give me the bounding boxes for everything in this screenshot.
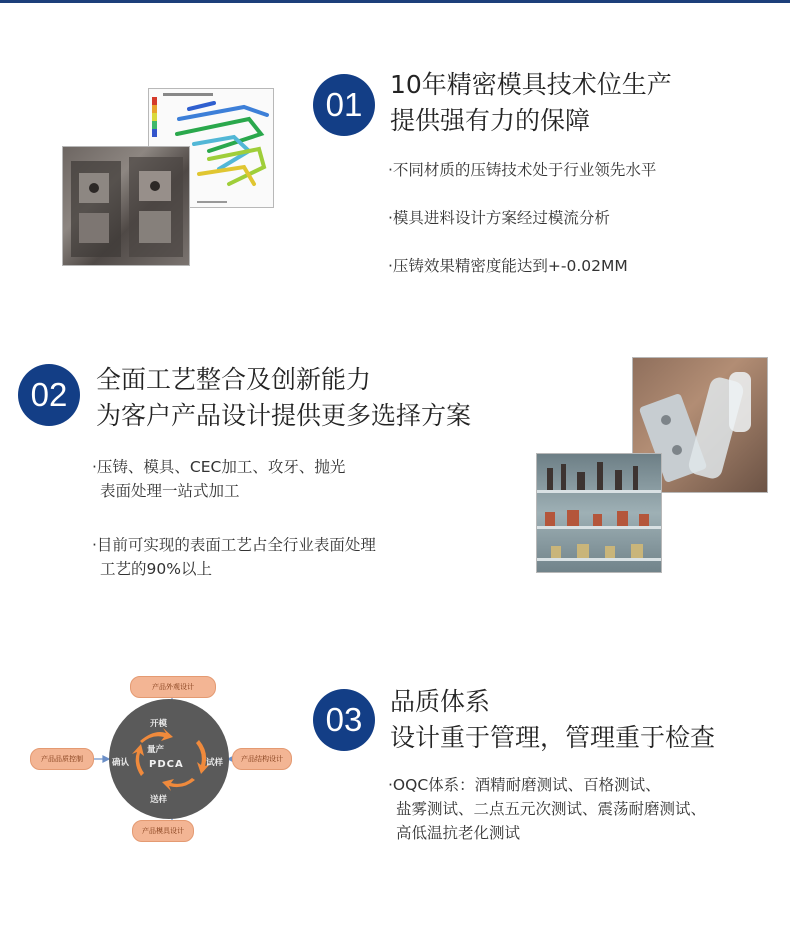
bullet-line: 高低温抗老化测试: [396, 824, 521, 842]
section-number-badge: 01: [313, 74, 375, 136]
pdca-stage-label: 送样: [150, 795, 168, 805]
title-line: 为客户产品设计提供更多选择方案: [96, 401, 472, 430]
process-pill: 产品模具设计: [132, 820, 194, 842]
feature-bullet: [388, 158, 656, 182]
title-line: 品质体系: [390, 687, 491, 716]
bullet-line: ·不同材质的压铸技术处于行业领先水平: [388, 161, 657, 179]
title-line: 全面工艺整合及创新能力: [96, 365, 372, 394]
section-title: [96, 362, 471, 434]
feature-bullet: [92, 455, 345, 503]
bullet-line: 盐雾测试、二点五元次测试、震荡耐磨测试、: [396, 800, 707, 818]
pdca-center-label: PDCA: [149, 759, 184, 770]
feature-bullet: [92, 533, 376, 581]
process-pill: 产品结构设计: [232, 748, 292, 770]
feature-bullet: [388, 206, 610, 230]
title-line: 设计重于管理，管理重于检查: [390, 723, 716, 752]
bullet-line: ·OQC体系：酒精耐磨测试、百格测试、: [388, 776, 661, 794]
bullet-line: 工艺的90%以上: [100, 560, 212, 578]
section-number-badge: 03: [313, 689, 375, 751]
section-title: [390, 67, 672, 139]
product-shelf-photo: [536, 453, 662, 573]
title-line: 10年精密模具技术位生产: [390, 70, 672, 99]
bullet-line: 表面处理一站式加工: [100, 482, 240, 500]
feature-bullet: [388, 773, 706, 845]
feature-bullet: [388, 254, 628, 278]
pdca-diagram: [0, 660, 300, 850]
pdca-stage-label: 试样: [206, 758, 224, 768]
pdca-stage-label: 确认: [112, 758, 130, 768]
section-title: [390, 684, 715, 756]
process-pill: 产品外观设计: [130, 676, 216, 698]
top-rule: [0, 0, 790, 3]
bullet-line: ·目前可实现的表面工艺占全行业表面处理: [92, 536, 376, 554]
bullet-line: ·压铸效果精密度能达到+-0.02MM: [388, 257, 628, 275]
mold-photo: [62, 146, 190, 266]
bullet-line: ·模具进料设计方案经过模流分析: [388, 209, 610, 227]
pdca-stage-label: 开模: [150, 719, 168, 729]
section-number-badge: 02: [18, 364, 80, 426]
process-pill: 产品品质控制: [30, 748, 94, 770]
bullet-line: ·压铸、模具、CEC加工、攻牙、抛光: [92, 458, 346, 476]
title-line: 提供强有力的保障: [390, 106, 591, 135]
pdca-stage-label: 量产: [147, 745, 165, 755]
